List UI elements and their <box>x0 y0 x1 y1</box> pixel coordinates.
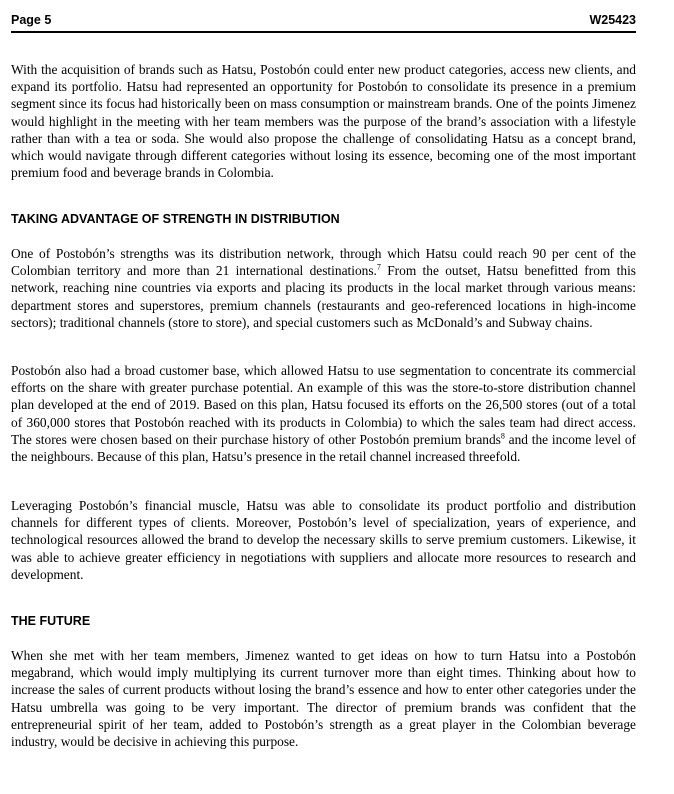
paragraph-future: When she met with her team members, Jimenez wanted to get ideas on how to turn Hatsu into a Postobón megabrand, which would imply multiplying its current turnover more than eight times. Thinking about how to increase the sales of current products without losing the brand’s essence and how to enter other categories under the Hatsu umbrella was going to be very important. The director of premium brands was confident that the entrepreneurial spirit of her team, added to Postobón’s strength as a great player in the Colombian beverage industry, would be decisive in achieving this purpose. <box>11 648 636 750</box>
footnote-marker: 8 <box>500 431 505 441</box>
document-code: W25423 <box>589 13 636 27</box>
paragraph-text: One of Postobón’s strengths was its distribution network, through which Hatsu could reach 90 per cent of the Colombian territory and more than 21 international destinations. <box>11 246 636 279</box>
page-header <box>11 11 636 33</box>
paragraph-text: From the outset, Hatsu benefitted from this network, reaching nine countries via exports and placing its products in the local market through various means: department stores and superstores, premium channels (restaurants and geo-referenced locations in high-income sectors); traditional channels (store to store), and special customers such as McDonald’s and Subway chains. <box>11 263 637 330</box>
page-number: Page 5 <box>11 13 52 27</box>
section-heading-future: THE FUTURE <box>11 614 91 628</box>
paragraph-acquisition: With the acquisition of brands such as Hatsu, Postobón could enter new product categories, access new clients, and expand its portfolio. Hatsu had represented an opportunity for Postobón to consolidate its presence in a premium segment since its focus had historically been on mass consumption or mainstream brands. One of the points Jimenez would highlight in the meeting with her team members was the purpose of the brand’s association with a lifestyle rather than with a tea or soda. She would also propose the challenge of consolidating Hatsu as a concept brand, which would navigate through different categories without losing its essence, becoming one of the most important premium food and beverage brands in Colombia. <box>11 62 636 181</box>
footnote-marker: 7 <box>376 262 381 272</box>
section-heading-distribution: TAKING ADVANTAGE OF STRENGTH IN DISTRIBUTION <box>11 212 340 226</box>
paragraph-distribution-network <box>11 245 636 331</box>
paragraph-financial-muscle: Leveraging Postobón’s financial muscle, Hatsu was able to consolidate its product portfolio and distribution channels for different types of clients. Moreover, Postobón’s level of specialization, years of experience, and technological resources allowed the brand to develop the necessary skills to serve premium customers. Likewise, it was able to achieve greater efficiency in negotiations with suppliers and allocate more resources to research and development. <box>11 498 636 582</box>
paragraph-text: Postobón also had a broad customer base, which allowed Hatsu to use segmentation to concentrate its commercial efforts on the share with greater purchase potential. An example of this was the store-to-store distribution channel plan developed at the end of 2019. Based on this plan, Hatsu focused its efforts on the 26,500 stores (out of a total of 360,000 stores that Postobón reached with its products in Colombia) to which the sales team had direct access. The stores were chosen based on their purchase history of other Postobón premium brands <box>11 363 636 447</box>
paragraph-customer-base <box>11 362 636 465</box>
paragraph-text: and the income level of the neighbours. Because of this plan, Hatsu’s presence in the retail channel increased threefold. <box>11 431 636 465</box>
